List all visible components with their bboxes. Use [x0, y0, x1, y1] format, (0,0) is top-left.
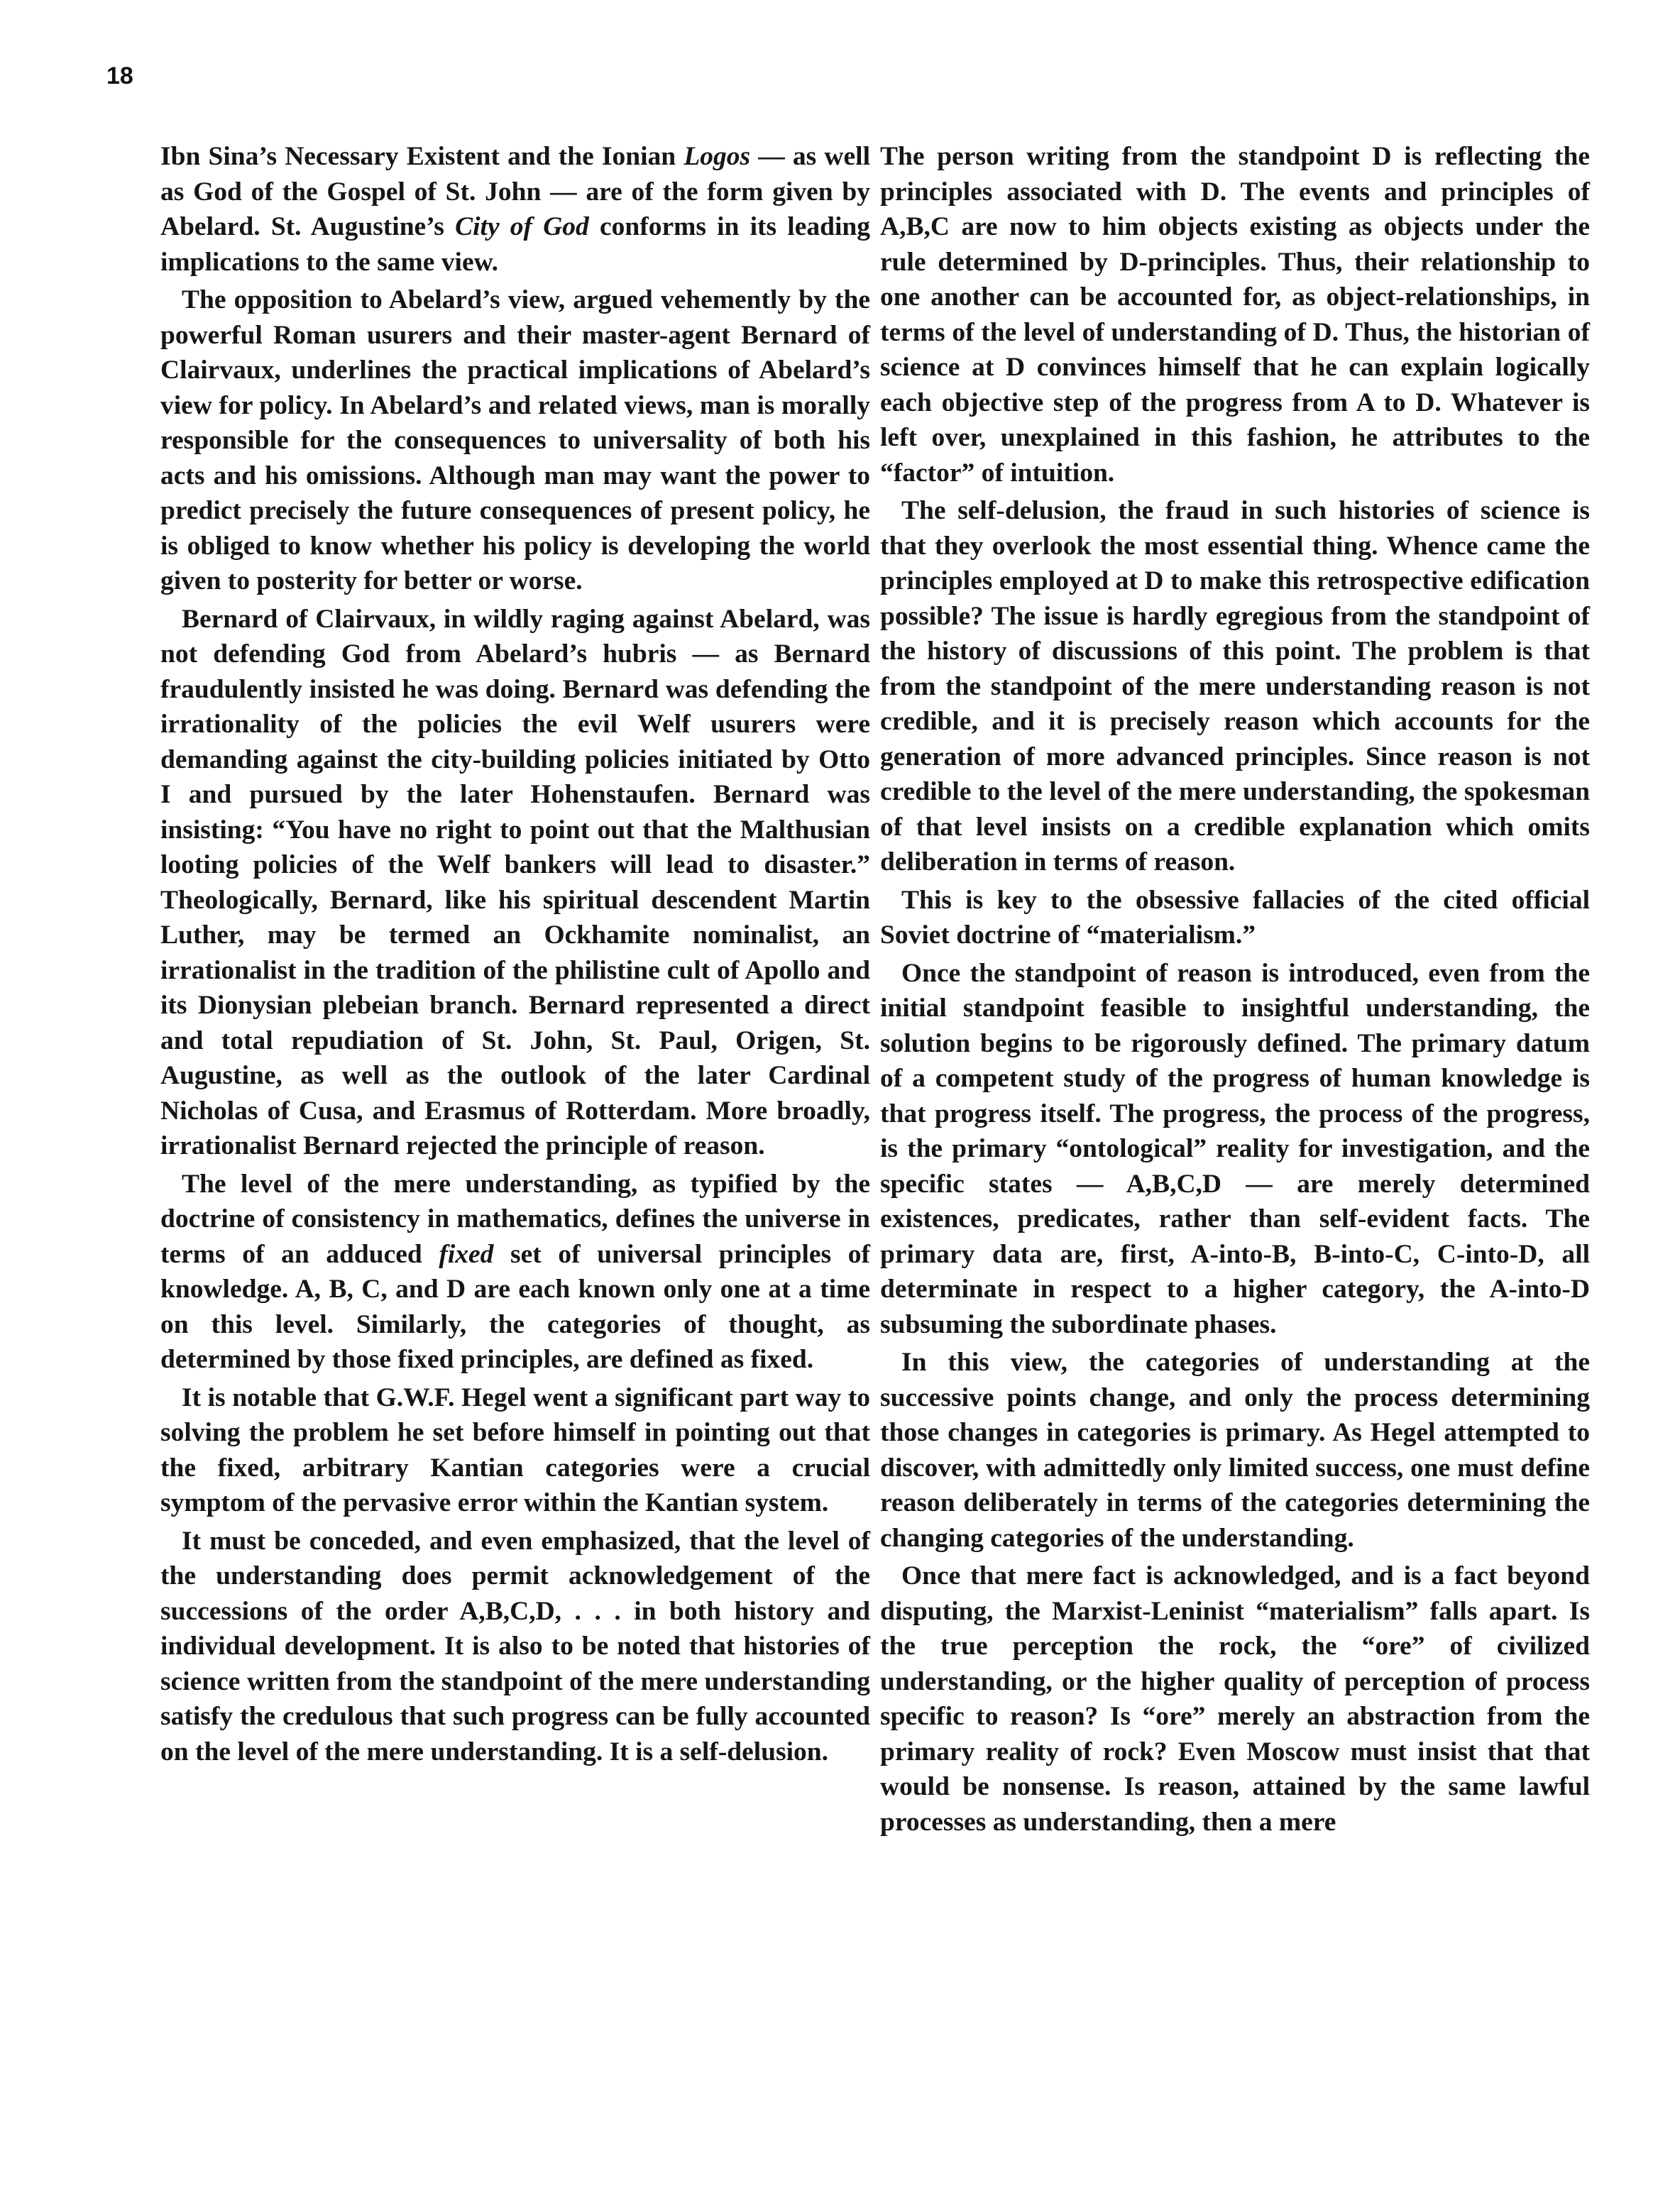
- text-run: Once that mere fact is acknowledged, and is a fact beyond disputing, the Marxist-Leninist “materialism” falls apart. Is the true perception the rock, the “ore” of civilized understanding, or the higher quality of perception of process specific to reason? Is “ore” merely an abstraction from the primary reality of rock? Even Moscow must insist that that would be nonsense. Is reason, attained by the same lawful processes as understanding, then a mere: [880, 1561, 1590, 1837]
- page-number: 18: [106, 62, 133, 89]
- text-run: The self-delusion, the fraud in such histories of science is that they overlook the most essential thing. Whence came the principles employed at D to make this retrospective edification possible? The issue is hardly egregious from the standpoint of the history of discussions of this point. The problem is that from the standpoint of the mere understanding reason is not credible, and it is precisely reason which accounts for the generation of more advanced principles. Since reason is not credible to the level of the mere understanding, the spokesman of that level insists on a credible explanation which omits deliberation in terms of reason.: [880, 496, 1590, 876]
- text-run: Once the standpoint of reason is introduced, even from the initial standpoint feasible to insightful understanding, the solution begins to be rigorously defined. The primary datum of a competent study of the progress of human knowledge is that progress itself. The progress, the process of the progress, is the primary “ontological” reality for investigation, and the specific states — A,B,C,D — are merely determined existences, predicates, rather than self-evident facts. The primary data are, first, A-into-B, B-into-C, C-into-D, all determinate in respect to a higher category, the A-into-D subsuming the subordinate phases.: [880, 958, 1590, 1339]
- italic-text: City of God: [455, 212, 589, 241]
- left-column: [160, 139, 870, 1772]
- paragraph: [160, 1524, 870, 1770]
- italic-text: fixed: [439, 1239, 494, 1269]
- paragraph: [160, 1167, 870, 1378]
- paragraph: [880, 493, 1590, 880]
- text-run: It is notable that G.W.F. Hegel went a significant part way to solving the problem he set before himself in pointing out that the fixed, arbitrary Kantian categories were a crucial symptom of the pervasive error within the Kantian system.: [160, 1383, 870, 1517]
- paragraph: [160, 1380, 870, 1521]
- paragraph: [880, 1345, 1590, 1556]
- paragraph: [160, 139, 870, 280]
- text-run: Ibn Sina’s Necessary Existent and the Ionian: [160, 142, 684, 171]
- paragraph: [880, 956, 1590, 1343]
- text-run: The level of the mere understanding, as typified by the doctrine of consistency in mathematics, defines the universe in terms of an adduced: [160, 1169, 870, 1269]
- text-run: The person writing from the standpoint D is reflecting the principles associated with D. The events and principles of A,B,C are now to him objects existing as objects under the rule determined by D-principles. Thus, their relationship to one another can be accounted for, as object-relationships, in terms of the level of understanding of D. Thus, the historian of science at D convinces himself that he can explain logically each objective step of the progress from A to D. Whatever is left over, unexplained in this fashion, he attributes to the “factor” of intuition.: [880, 142, 1590, 488]
- text-run: Bernard of Clairvaux, in wildly raging against Abelard, was not defending God from Abelard’s hubris — as Bernard fraudulently insisted he was doing. Bernard was defending the irrationality of the policies the evil Welf usurers were demanding against the city-building policies initiated by Otto I and pursued by the later Hohenstaufen. Bernard was insisting: “You have no right to point out that the Malthusian looting policies of the Welf bankers will lead to disaster.” Theologically, Bernard, like his spiritual descendent Martin Luther, may be termed an Ockhamite nominalist, an irrationalist in the tradition of the philistine cult of Apollo and its Dionysian plebeian branch. Bernard represented a direct and total repudiation of St. John, St. Paul, Origen, St. Augustine, as well as the outlook of the later Cardinal Nicholas of Cusa, and Erasmus of Rotterdam. More broadly, irrationalist Bernard rejected the principle of reason.: [160, 604, 870, 1160]
- right-column: [880, 139, 1590, 1842]
- italic-text: Logos: [683, 142, 751, 171]
- text-run: conforms in its leading implications to the same view.: [160, 212, 870, 277]
- text-run: It must be conceded, and even emphasized, that the level of the understanding does permit acknowledgement of the successions of the order A,B,C,D, . . . in both history and individual development. It is also to be noted that histories of science written from the standpoint of the mere understanding satisfy the credulous that such progress can be fully accounted on the level of the mere understanding. It is a self-delusion.: [160, 1526, 870, 1766]
- paragraph: [880, 1559, 1590, 1840]
- text-run: — as well as God of the Gospel of St. John — are of the form given by Abelard. St. Augustine’s: [160, 142, 870, 241]
- text-run: The opposition to Abelard’s view, argued vehemently by the powerful Roman usurers and their master-agent Bernard of Clairvaux, underlines the practical implications of Abelard’s view for policy. In Abelard’s and related views, man is morally responsible for the consequences to universality of both his acts and his omissions. Although man may want the power to predict precisely the future consequences of present policy, he is obliged to know whether his policy is developing the world given to posterity for better or worse.: [160, 285, 870, 595]
- paragraph: [160, 602, 870, 1164]
- text-run: This is key to the obsessive fallacies of the cited official Soviet doctrine of “materialism.”: [880, 885, 1590, 950]
- text-run: set of universal principles of knowledge. A, B, C, and D are each known only one at a time on this level. Similarly, the categories of thought, as determined by those fixed principles, are defined as fixed.: [160, 1239, 870, 1374]
- text-run: In this view, the categories of understanding at the successive points change, and only the process determining those changes in categories is primary. As Hegel attempted to discover, with admittedly only limited success, one must define reason deliberately in terms of the categories determining the changing categories of the understanding.: [880, 1348, 1590, 1553]
- paragraph: [880, 139, 1590, 490]
- paragraph: [880, 883, 1590, 953]
- paragraph: [160, 282, 870, 599]
